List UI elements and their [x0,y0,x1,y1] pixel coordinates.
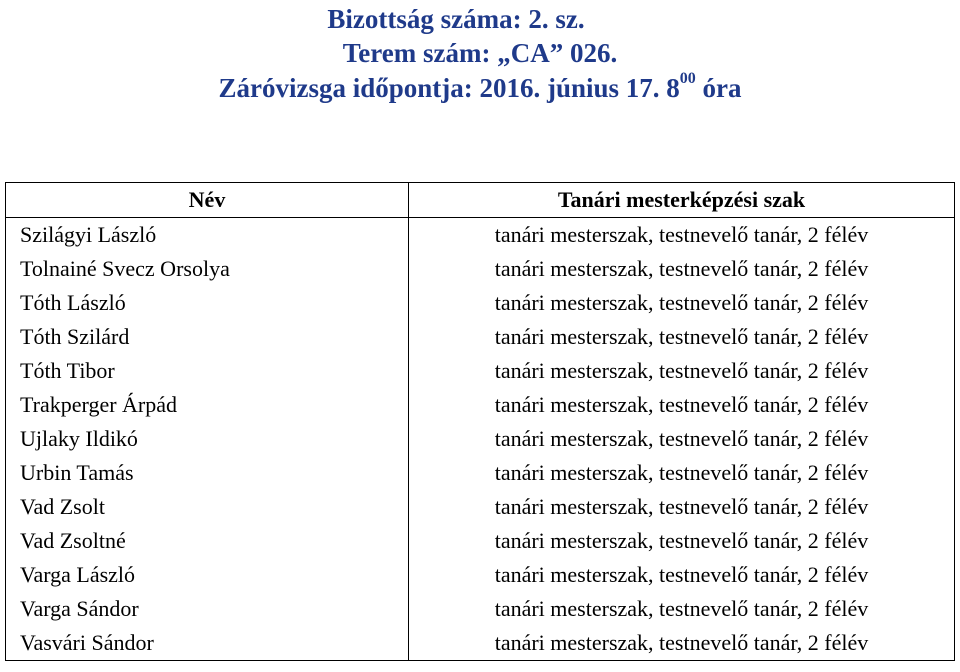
student-name: Szilágyi László [6,218,409,253]
student-program: tanári mesterszak, testnevelő tanár, 2 félév [409,388,955,422]
student-program: tanári mesterszak, testnevelő tanár, 2 félév [409,422,955,456]
table-row [6,388,955,422]
student-program: tanári mesterszak, testnevelő tanár, 2 félév [409,524,955,558]
exam-datetime [0,71,960,105]
student-program: tanári mesterszak, testnevelő tanár, 2 félév [409,558,955,592]
student-name: Varga Sándor [6,592,409,626]
student-program: tanári mesterszak, testnevelő tanár, 2 félév [409,592,955,626]
table-row [6,456,955,490]
table-row [6,626,955,661]
student-name: Vad Zsolt [6,490,409,524]
student-name: Tóth Szilárd [6,320,409,354]
table-row [6,524,955,558]
student-name: Tóth Tibor [6,354,409,388]
student-program: tanári mesterszak, testnevelő tanár, 2 félév [409,252,955,286]
committee-number: Bizottság száma: 2. sz. [327,4,585,34]
exam-time-unit: óra [695,73,742,103]
student-name: Vad Zsoltné [6,524,409,558]
table-row [6,490,955,524]
student-name: Tóth László [6,286,409,320]
table-row [6,558,955,592]
student-name: Ujlaky Ildikó [6,422,409,456]
student-table [5,182,955,661]
table-row [6,354,955,388]
student-program: tanári mesterszak, testnevelő tanár, 2 félév [409,354,955,388]
table-body [6,218,955,661]
student-program: tanári mesterszak, testnevelő tanár, 2 félév [409,218,955,253]
student-name: Tolnainé Svecz Orsolya [6,252,409,286]
column-header-name: Név [6,183,409,218]
student-name: Vasvári Sándor [6,626,409,661]
room-number: Terem szám: „CA” 026. [342,38,618,68]
table-row [6,286,955,320]
student-name: Urbin Tamás [6,456,409,490]
student-name: Trakperger Árpád [6,388,409,422]
exam-date-text: Záróvizsga időpontja: 2016. június 17. 8 [218,73,680,103]
table-row [6,320,955,354]
table-row [6,252,955,286]
table-row [6,592,955,626]
student-name: Varga László [6,558,409,592]
table-row [6,422,955,456]
student-program: tanári mesterszak, testnevelő tanár, 2 félév [409,490,955,524]
column-header-program: Tanári mesterképzési szak [409,183,955,218]
table-header-row [6,183,955,218]
student-program: tanári mesterszak, testnevelő tanár, 2 félév [409,320,955,354]
exam-time-minutes: 00 [679,70,696,87]
student-program: tanári mesterszak, testnevelő tanár, 2 félév [409,456,955,490]
student-program: tanári mesterszak, testnevelő tanár, 2 félév [409,626,955,661]
student-program: tanári mesterszak, testnevelő tanár, 2 félév [409,286,955,320]
table-row [6,218,955,253]
